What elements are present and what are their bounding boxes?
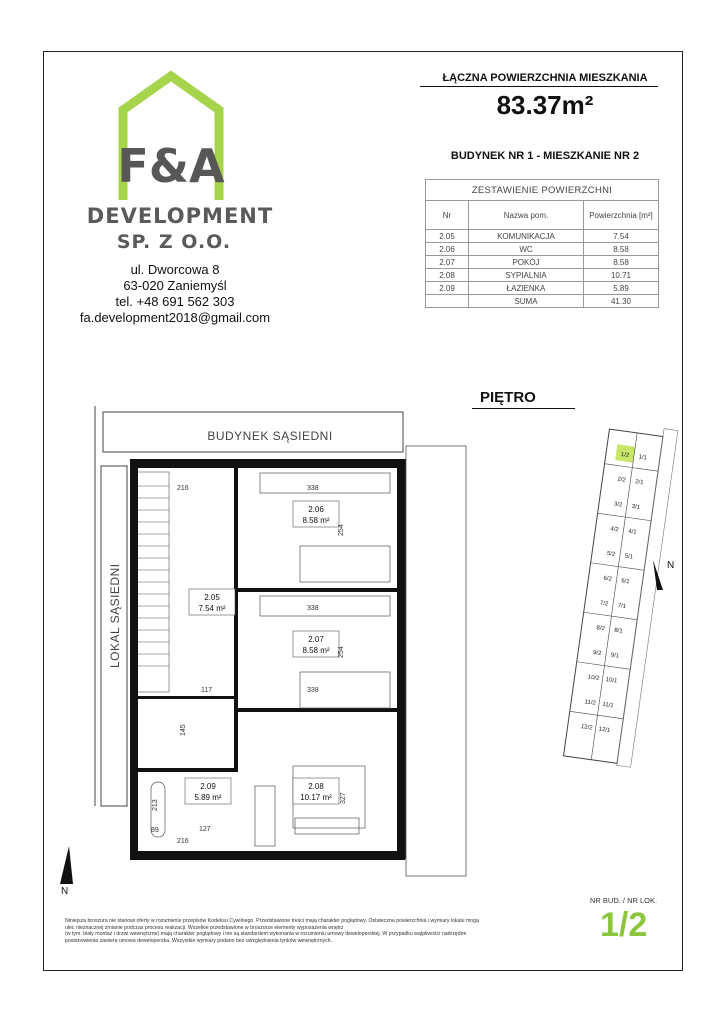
col-header-name: Nazwa pom. <box>469 201 584 230</box>
svg-text:4/2: 4/2 <box>609 526 620 534</box>
sum-value: 41.30 <box>584 295 659 308</box>
svg-text:4/1: 4/1 <box>627 528 637 536</box>
company-contact <box>60 262 290 326</box>
svg-text:216: 216 <box>177 485 189 492</box>
unit-number-label: NR BUD. / NR LOK. <box>590 896 658 905</box>
row-area: 5.89 <box>584 282 659 295</box>
svg-text:127: 127 <box>199 826 211 833</box>
svg-text:254: 254 <box>338 646 345 658</box>
disclaimer <box>65 918 585 944</box>
row-area: 10.71 <box>584 269 659 282</box>
row-name: POKÓJ <box>469 256 584 269</box>
disclaimer-line: (w tym: biały montaż i drzwi wewnętrzne) mają charakter poglądowy i nie są standardem wykonania w rozumieniu umowy deweloperskiej. W przypadku wątpliwości nadrzędne <box>65 931 467 938</box>
row-nr: 2.07 <box>426 256 469 269</box>
svg-text:11/2: 11/2 <box>584 699 597 707</box>
svg-text:7/1: 7/1 <box>617 602 627 611</box>
room-nr: 2.09 <box>200 782 216 791</box>
svg-text:6/2: 6/2 <box>602 575 613 583</box>
neighbor-building-label: BUDYNEK SĄSIEDNI <box>207 429 333 443</box>
svg-text:338: 338 <box>307 687 319 694</box>
row-nr: 2.09 <box>426 282 469 295</box>
table-sum-row <box>426 295 659 308</box>
svg-text:338: 338 <box>307 605 319 612</box>
svg-text:10/2: 10/2 <box>587 674 600 683</box>
svg-text:3/1: 3/1 <box>631 503 641 512</box>
company-name-line1: DEVELOPMENT <box>86 204 274 228</box>
svg-text:8/2: 8/2 <box>596 625 606 633</box>
svg-text:1/1: 1/1 <box>638 454 648 462</box>
sum-label: SUMA <box>469 295 584 308</box>
company-email: fa.development2018@gmail.com <box>79 310 271 325</box>
row-nr: 2.05 <box>426 230 469 243</box>
row-nr: 2.08 <box>426 269 469 282</box>
svg-text:10/1: 10/1 <box>605 676 618 685</box>
room-labels <box>185 501 339 804</box>
building-title: BUDYNEK NR 1 - MIESZKANIE NR 2 <box>450 150 640 162</box>
divider <box>420 86 658 87</box>
room-area: 10.17 m² <box>300 793 332 802</box>
svg-text:1/2: 1/2 <box>620 451 630 460</box>
svg-text:9/2: 9/2 <box>592 649 602 658</box>
total-area-title: ŁĄCZNA POWIERZCHNIA MIESZKANIA <box>442 72 648 84</box>
svg-text:3/2: 3/2 <box>613 501 623 509</box>
company-street: ul. Dworcowa 8 <box>130 262 220 277</box>
room-nr: 2.06 <box>308 505 324 514</box>
row-area: 7.54 <box>584 230 659 243</box>
disclaimer-line: ulec nieznacznej zmianie podczas procesu realizacji. Wszelkie przedstawione w broszurze elementy wyposażenia wnętrz <box>65 924 344 931</box>
logo-text: F&A <box>117 139 225 193</box>
disclaimer-line: postanowienia zawiera umowa deweloperska. Wszystkie wymiary podano bez uwzględnienia tynków wewnętrznych. <box>65 937 332 944</box>
company-name-line2: SP. Z O.O. <box>116 231 232 253</box>
company-logo <box>75 70 275 270</box>
svg-text:N: N <box>61 886 69 897</box>
svg-text:11/1: 11/1 <box>601 701 614 710</box>
svg-text:117: 117 <box>201 687 213 694</box>
svg-text:7/2: 7/2 <box>599 600 609 608</box>
table-row <box>426 230 659 243</box>
total-area-value: 83.37m² <box>496 90 594 120</box>
table-row <box>426 269 659 282</box>
company-phone: tel. +48 691 562 303 <box>115 294 235 309</box>
svg-text:2/1: 2/1 <box>634 479 644 487</box>
site-units <box>580 452 649 734</box>
row-name: ŁAZIENKA <box>469 282 584 295</box>
svg-text:8/1: 8/1 <box>613 627 623 635</box>
svg-text:N: N <box>667 560 675 571</box>
table-caption: ZESTAWIENIE POWIERZCHNI <box>426 180 659 201</box>
svg-text:327: 327 <box>340 792 347 804</box>
row-name: SYPIALNIA <box>469 269 584 282</box>
svg-text:12/1: 12/1 <box>598 726 611 735</box>
room-nr: 2.07 <box>308 635 324 644</box>
svg-text:5/1: 5/1 <box>624 553 634 561</box>
unit-number-value: 1/2 <box>600 906 648 944</box>
neighbor-unit-label: LOKAL SĄSIEDNI <box>108 563 122 668</box>
svg-text:6/1: 6/1 <box>620 578 630 586</box>
svg-text:89: 89 <box>151 827 159 834</box>
row-name: WC <box>469 243 584 256</box>
svg-text:338: 338 <box>307 485 319 492</box>
disclaimer-line: Niniejsza broszura nie stanowi oferty w rozumieniu przepisów Kodeksu Cywilnego. Przedstawione treści mają charakter poglądowy. Ostateczna powierzchnia i wymiary lokalu mogą <box>65 918 479 924</box>
floor-plan <box>61 406 475 897</box>
svg-text:5/2: 5/2 <box>606 550 616 559</box>
staircase <box>135 472 169 692</box>
room-area: 8.58 m² <box>302 646 330 655</box>
table-row <box>426 282 659 295</box>
row-nr <box>426 295 469 308</box>
svg-text:9/1: 9/1 <box>610 652 620 660</box>
site-plan <box>545 410 675 770</box>
svg-text:145: 145 <box>180 724 187 736</box>
room-nr: 2.05 <box>204 593 220 602</box>
table-row <box>426 256 659 269</box>
row-nr: 2.06 <box>426 243 469 256</box>
room-area: 7.54 m² <box>198 604 226 613</box>
row-area: 8.58 <box>584 256 659 269</box>
col-header-nr: Nr <box>426 201 469 230</box>
svg-text:213: 213 <box>152 799 159 811</box>
svg-text:254: 254 <box>338 524 345 536</box>
svg-text:216: 216 <box>177 838 189 845</box>
room-nr: 2.08 <box>308 782 324 791</box>
svg-text:2/2: 2/2 <box>616 476 626 484</box>
floor-label: PIĘTRO <box>480 389 536 406</box>
walls <box>130 459 406 860</box>
table-row <box>426 243 659 256</box>
col-header-area: Powierzchnia [m²] <box>584 201 659 230</box>
area-summary-table <box>425 179 659 308</box>
room-area: 5.89 m² <box>194 793 222 802</box>
row-name: KOMUNIKACJA <box>469 230 584 243</box>
divider <box>472 408 575 409</box>
svg-text:12/2: 12/2 <box>580 724 593 732</box>
room-area: 8.58 m² <box>302 516 330 525</box>
row-area: 8.58 <box>584 243 659 256</box>
company-city: 63-020 Zaniemyśl <box>123 278 227 293</box>
